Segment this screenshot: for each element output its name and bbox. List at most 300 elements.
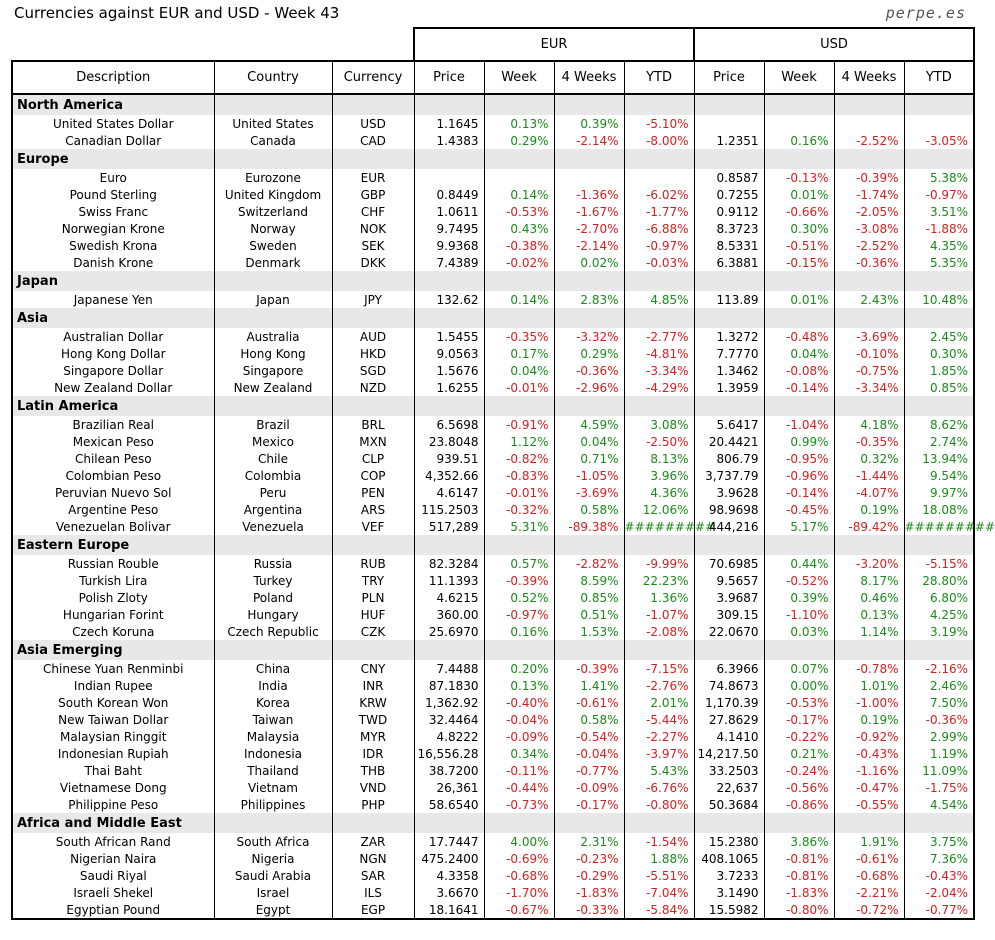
section-title: Asia xyxy=(12,308,214,328)
section-spacer-cell xyxy=(904,308,974,328)
table-cell: 0.16% xyxy=(484,623,554,640)
table-cell: -0.04% xyxy=(484,711,554,728)
table-cell: 1.6255 xyxy=(414,379,484,396)
table-row xyxy=(12,660,974,677)
section-spacer-cell xyxy=(834,308,904,328)
section-spacer-cell xyxy=(332,640,414,660)
table-cell: 8.5331 xyxy=(694,237,764,254)
table-cell: 0.04% xyxy=(554,433,624,450)
table-cell: -1.74% xyxy=(834,186,904,203)
table-cell: 132.62 xyxy=(414,291,484,308)
table-cell: -2.05% xyxy=(834,203,904,220)
table-cell: -6.88% xyxy=(624,220,694,237)
table-cell: -0.08% xyxy=(764,362,834,379)
table-cell: -1.70% xyxy=(484,884,554,901)
table-cell: 0.34% xyxy=(484,745,554,762)
table-cell: -2.76% xyxy=(624,677,694,694)
table-row xyxy=(12,291,974,308)
table-cell: -2.16% xyxy=(904,660,974,677)
table-cell: Philippines xyxy=(214,796,332,813)
table-row xyxy=(12,711,974,728)
section-spacer-cell xyxy=(834,396,904,416)
table-cell: Hungary xyxy=(214,606,332,623)
section-header-row xyxy=(12,396,974,416)
site-watermark: perpe.es xyxy=(885,4,966,22)
table-cell: Venezuela xyxy=(214,518,332,535)
table-cell: 32.4464 xyxy=(414,711,484,728)
table-cell: Colombia xyxy=(214,467,332,484)
section-spacer-cell xyxy=(834,535,904,555)
table-cell: 6.3966 xyxy=(694,660,764,677)
table-cell: -0.44% xyxy=(484,779,554,796)
table-cell: 0.57% xyxy=(484,555,554,572)
table-cell: ARS xyxy=(332,501,414,518)
table-cell: BRL xyxy=(332,416,414,433)
table-cell: -3.32% xyxy=(554,328,624,345)
table-cell: ######### xyxy=(624,519,716,534)
table-cell: 23.8048 xyxy=(414,433,484,450)
section-spacer-cell xyxy=(214,813,332,833)
table-cell: Swedish Krona xyxy=(12,237,214,254)
table-cell: NZD xyxy=(332,379,414,396)
table-cell: 4,352.66 xyxy=(414,467,484,484)
table-cell: 8.17% xyxy=(834,572,904,589)
table-row xyxy=(12,623,974,640)
section-spacer-cell xyxy=(484,640,554,660)
table-cell: 0.29% xyxy=(554,345,624,362)
table-cell: -2.27% xyxy=(624,728,694,745)
table-cell: Indonesia xyxy=(214,745,332,762)
section-spacer-cell xyxy=(484,535,554,555)
table-cell: South African Rand xyxy=(12,833,214,850)
table-cell: 82.3284 xyxy=(414,555,484,572)
table-cell: United Kingdom xyxy=(214,186,332,203)
table-cell: 0.39% xyxy=(554,115,624,132)
table-cell: Turkey xyxy=(214,572,332,589)
table-cell: Mexico xyxy=(214,433,332,450)
section-spacer-cell xyxy=(414,396,484,416)
table-row xyxy=(12,884,974,901)
table-cell: -0.56% xyxy=(764,779,834,796)
table-cell: 14,217.50 xyxy=(694,745,764,762)
table-cell: 9.97% xyxy=(904,484,974,501)
table-cell: Israel xyxy=(214,884,332,901)
table-cell: JPY xyxy=(332,291,414,308)
table-cell: -0.35% xyxy=(484,328,554,345)
table-cell: Colombian Peso xyxy=(12,467,214,484)
table-cell: 1.1645 xyxy=(414,115,484,132)
column-header-row xyxy=(12,61,974,94)
column-header: Week xyxy=(484,61,554,94)
table-row xyxy=(12,833,974,850)
table-cell: -0.43% xyxy=(904,867,974,884)
table-cell: 0.71% xyxy=(554,450,624,467)
section-spacer-cell xyxy=(484,94,554,115)
table-cell: 4.59% xyxy=(554,416,624,433)
section-spacer-cell xyxy=(624,149,694,169)
section-spacer-cell xyxy=(764,94,834,115)
table-cell: 26,361 xyxy=(414,779,484,796)
table-cell: -0.75% xyxy=(834,362,904,379)
table-cell: 1,362.92 xyxy=(414,694,484,711)
table-cell: -2.52% xyxy=(834,132,904,149)
table-cell: Hong Kong xyxy=(214,345,332,362)
page-title: Currencies against EUR and USD - Week 43 xyxy=(14,4,340,22)
table-cell: -0.97% xyxy=(624,237,694,254)
table-cell: -0.61% xyxy=(834,850,904,867)
table-cell: 3.08% xyxy=(624,416,694,433)
table-cell: -4.29% xyxy=(624,379,694,396)
table-cell: 3.75% xyxy=(904,833,974,850)
section-title: Eastern Europe xyxy=(12,535,214,555)
section-spacer-cell xyxy=(834,94,904,115)
table-cell: 2.43% xyxy=(834,291,904,308)
section-spacer-cell xyxy=(332,813,414,833)
table-row xyxy=(12,694,974,711)
table-cell: EGP xyxy=(332,901,414,919)
table-cell: ######### xyxy=(904,519,995,534)
table-cell: Russian Rouble xyxy=(12,555,214,572)
table-cell: 74.8673 xyxy=(694,677,764,694)
table-cell: 3,737.79 xyxy=(694,467,764,484)
section-spacer-cell xyxy=(904,396,974,416)
table-cell: 4.18% xyxy=(834,416,904,433)
table-cell: 1.5676 xyxy=(414,362,484,379)
table-cell: 1.53% xyxy=(554,623,624,640)
table-cell: Norway xyxy=(214,220,332,237)
table-cell: Hong Kong Dollar xyxy=(12,345,214,362)
table-cell xyxy=(764,115,834,132)
table-cell: New Zealand Dollar xyxy=(12,379,214,396)
table-cell: 0.19% xyxy=(834,711,904,728)
table-cell: 475.2400 xyxy=(414,850,484,867)
table-cell: -0.11% xyxy=(484,762,554,779)
table-cell: -0.86% xyxy=(764,796,834,813)
table-cell: 0.13% xyxy=(834,606,904,623)
table-row xyxy=(12,362,974,379)
table-cell: Thai Baht xyxy=(12,762,214,779)
table-cell: 6.80% xyxy=(904,589,974,606)
column-header: Description xyxy=(12,61,214,94)
table-cell: -0.10% xyxy=(834,345,904,362)
table-cell: Euro xyxy=(12,169,214,186)
group-spacer xyxy=(12,28,414,61)
table-cell: -4.07% xyxy=(834,484,904,501)
section-spacer-cell xyxy=(834,640,904,660)
table-row xyxy=(12,677,974,694)
table-cell: CAD xyxy=(332,132,414,149)
table-cell: 0.46% xyxy=(834,589,904,606)
table-cell: Egypt xyxy=(214,901,332,919)
table-cell: HKD xyxy=(332,345,414,362)
table-cell: -0.36% xyxy=(834,254,904,271)
table-cell: 0.04% xyxy=(484,362,554,379)
table-cell: 7.7770 xyxy=(694,345,764,362)
table-cell: 18.1641 xyxy=(414,901,484,919)
table-cell: -0.40% xyxy=(484,694,554,711)
table-cell: THB xyxy=(332,762,414,779)
section-spacer-cell xyxy=(764,813,834,833)
table-cell: 4.35% xyxy=(904,237,974,254)
table-cell: -3.08% xyxy=(834,220,904,237)
table-cell: 0.85% xyxy=(554,589,624,606)
table-cell: Norwegian Krone xyxy=(12,220,214,237)
table-cell: 98.9698 xyxy=(694,501,764,518)
column-header: Week xyxy=(764,61,834,94)
table-row xyxy=(12,850,974,867)
table-cell: -2.50% xyxy=(624,433,694,450)
table-cell: -0.32% xyxy=(484,501,554,518)
table-row xyxy=(12,379,974,396)
table-cell: -3.20% xyxy=(834,555,904,572)
table-cell: -0.45% xyxy=(764,501,834,518)
currency-table xyxy=(11,27,995,920)
table-cell: 3.9687 xyxy=(694,589,764,606)
table-cell: -0.69% xyxy=(484,850,554,867)
table-cell: RUB xyxy=(332,555,414,572)
table-cell: Indonesian Rupiah xyxy=(12,745,214,762)
table-cell: Egyptian Pound xyxy=(12,901,214,919)
table-cell: -0.43% xyxy=(834,745,904,762)
table-cell: -0.80% xyxy=(764,901,834,919)
section-spacer-cell xyxy=(694,396,764,416)
section-spacer-cell xyxy=(332,308,414,328)
table-cell: New Zealand xyxy=(214,379,332,396)
section-spacer-cell xyxy=(414,308,484,328)
section-spacer-cell xyxy=(694,640,764,660)
table-cell: 0.32% xyxy=(834,450,904,467)
table-cell: 1.14% xyxy=(834,623,904,640)
table-cell: 0.39% xyxy=(764,589,834,606)
table-row xyxy=(12,728,974,745)
section-spacer-cell xyxy=(214,94,332,115)
table-cell: 17.7447 xyxy=(414,833,484,850)
table-cell: 8.3723 xyxy=(694,220,764,237)
table-cell: -2.82% xyxy=(554,555,624,572)
table-cell: -0.81% xyxy=(764,867,834,884)
table-cell: 25.6970 xyxy=(414,623,484,640)
table-cell: MYR xyxy=(332,728,414,745)
table-cell: 1.01% xyxy=(834,677,904,694)
table-cell: 309.15 xyxy=(694,606,764,623)
table-cell: 0.19% xyxy=(834,501,904,518)
table-cell: KRW xyxy=(332,694,414,711)
table-cell: ZAR xyxy=(332,833,414,850)
section-header-row xyxy=(12,640,974,660)
table-cell: -0.53% xyxy=(484,203,554,220)
table-row xyxy=(12,484,974,501)
table-cell: Canadian Dollar xyxy=(12,132,214,149)
table-cell: -8.00% xyxy=(624,132,694,149)
table-cell: 2.31% xyxy=(554,833,624,850)
table-cell: 3.9628 xyxy=(694,484,764,501)
section-spacer-cell xyxy=(904,535,974,555)
table-cell: 408.1065 xyxy=(694,850,764,867)
table-cell: 4.3358 xyxy=(414,867,484,884)
table-cell: 2.46% xyxy=(904,677,974,694)
table-cell: CHF xyxy=(332,203,414,220)
table-cell: Malaysia xyxy=(214,728,332,745)
table-cell: Poland xyxy=(214,589,332,606)
section-spacer-cell xyxy=(624,94,694,115)
section-spacer-cell xyxy=(624,271,694,291)
table-row xyxy=(12,518,974,535)
table-cell: -1.04% xyxy=(764,416,834,433)
table-cell: -0.04% xyxy=(554,745,624,762)
table-cell: -0.68% xyxy=(484,867,554,884)
table-cell: 0.85% xyxy=(904,379,974,396)
table-cell: 10.48% xyxy=(904,291,974,308)
section-spacer-cell xyxy=(624,396,694,416)
table-cell: -0.36% xyxy=(904,711,974,728)
table-cell: DKK xyxy=(332,254,414,271)
table-row xyxy=(12,901,974,919)
table-cell: 1.12% xyxy=(484,433,554,450)
table-cell: 9.7495 xyxy=(414,220,484,237)
table-cell: -2.08% xyxy=(624,623,694,640)
table-cell: -0.09% xyxy=(554,779,624,796)
table-cell: Taiwan xyxy=(214,711,332,728)
table-cell: 4.8222 xyxy=(414,728,484,745)
table-cell: 113.89 xyxy=(694,291,764,308)
table-cell: SAR xyxy=(332,867,414,884)
table-cell: 4.6215 xyxy=(414,589,484,606)
table-cell: 22.23% xyxy=(624,572,694,589)
table-cell: 0.8587 xyxy=(694,169,764,186)
table-cell: Swiss Franc xyxy=(12,203,214,220)
table-cell: 115.2503 xyxy=(414,501,484,518)
table-cell: 9.9368 xyxy=(414,237,484,254)
table-cell: 18.08% xyxy=(904,501,974,518)
table-cell: 0.01% xyxy=(764,186,834,203)
table-cell: -0.82% xyxy=(484,450,554,467)
table-cell: -0.03% xyxy=(624,254,694,271)
table-cell: -2.77% xyxy=(624,328,694,345)
table-cell: 3.1490 xyxy=(694,884,764,901)
table-cell: -0.51% xyxy=(764,237,834,254)
table-cell: 0.13% xyxy=(484,677,554,694)
section-spacer-cell xyxy=(764,149,834,169)
table-cell: 6.3881 xyxy=(694,254,764,271)
table-cell: 1.3959 xyxy=(694,379,764,396)
table-cell: 11.1393 xyxy=(414,572,484,589)
table-cell: Nigeria xyxy=(214,850,332,867)
table-cell: -0.39% xyxy=(484,572,554,589)
table-cell: 517,289 xyxy=(414,518,484,535)
table-cell: SGD xyxy=(332,362,414,379)
table-cell: 5.31% xyxy=(484,518,554,535)
section-spacer-cell xyxy=(554,149,624,169)
table-cell: VND xyxy=(332,779,414,796)
table-cell: -0.61% xyxy=(554,694,624,711)
section-spacer-cell xyxy=(694,94,764,115)
table-cell: -5.10% xyxy=(624,115,694,132)
table-cell: -1.88% xyxy=(904,220,974,237)
section-header-row xyxy=(12,271,974,291)
table-cell: 0.30% xyxy=(764,220,834,237)
table-cell: -0.17% xyxy=(764,711,834,728)
section-spacer-cell xyxy=(624,535,694,555)
table-cell: Argentine Peso xyxy=(12,501,214,518)
table-cell xyxy=(414,169,484,186)
table-cell: -1.05% xyxy=(554,467,624,484)
section-header-row xyxy=(12,813,974,833)
table-cell: -3.34% xyxy=(624,362,694,379)
table-cell: -0.02% xyxy=(484,254,554,271)
column-header: Price xyxy=(414,61,484,94)
table-cell: TRY xyxy=(332,572,414,589)
table-cell: 1.3462 xyxy=(694,362,764,379)
table-cell: 1.4383 xyxy=(414,132,484,149)
table-row xyxy=(12,169,974,186)
table-cell: 11.09% xyxy=(904,762,974,779)
table-cell: -0.54% xyxy=(554,728,624,745)
table-cell: 8.13% xyxy=(624,450,694,467)
table-cell: 5.38% xyxy=(904,169,974,186)
table-cell: 0.01% xyxy=(764,291,834,308)
table-cell: ILS xyxy=(332,884,414,901)
table-cell: 6.5698 xyxy=(414,416,484,433)
section-spacer-cell xyxy=(764,308,834,328)
column-header: 4 Weeks xyxy=(834,61,904,94)
section-spacer-cell xyxy=(904,640,974,660)
table-cell: Singapore xyxy=(214,362,332,379)
table-cell: NGN xyxy=(332,850,414,867)
table-row xyxy=(12,467,974,484)
table-cell: -89.38% xyxy=(554,518,624,535)
section-spacer-cell xyxy=(332,271,414,291)
table-cell: Australian Dollar xyxy=(12,328,214,345)
table-cell: 0.8449 xyxy=(414,186,484,203)
table-cell: SEK xyxy=(332,237,414,254)
section-spacer-cell xyxy=(904,813,974,833)
table-cell: IDR xyxy=(332,745,414,762)
table-cell: 4.85% xyxy=(624,291,694,308)
table-cell: -0.09% xyxy=(484,728,554,745)
table-row xyxy=(12,186,974,203)
table-cell: 4.1410 xyxy=(694,728,764,745)
section-title: North America xyxy=(12,94,214,115)
table-cell: 38.7200 xyxy=(414,762,484,779)
table-cell: 0.07% xyxy=(764,660,834,677)
table-cell: 9.5657 xyxy=(694,572,764,589)
table-cell: 2.99% xyxy=(904,728,974,745)
table-cell: -1.83% xyxy=(764,884,834,901)
table-cell: Sweden xyxy=(214,237,332,254)
table-cell: -0.77% xyxy=(904,901,974,919)
table-cell: -4.81% xyxy=(624,345,694,362)
table-cell: -2.14% xyxy=(554,237,624,254)
table-cell: 4.36% xyxy=(624,484,694,501)
table-cell: Indian Rupee xyxy=(12,677,214,694)
table-cell: 15.2380 xyxy=(694,833,764,850)
table-cell: TWD xyxy=(332,711,414,728)
table-cell: New Taiwan Dollar xyxy=(12,711,214,728)
table-cell: HUF xyxy=(332,606,414,623)
column-header: 4 Weeks xyxy=(554,61,624,94)
table-cell: 22.0670 xyxy=(694,623,764,640)
section-title: Africa and Middle East xyxy=(12,813,214,833)
group-header-usd: USD xyxy=(694,28,974,61)
table-cell: 12.06% xyxy=(624,501,694,518)
section-spacer-cell xyxy=(624,813,694,833)
table-cell: EUR xyxy=(332,169,414,186)
section-header-row xyxy=(12,308,974,328)
table-cell: Malaysian Ringgit xyxy=(12,728,214,745)
section-spacer-cell xyxy=(694,271,764,291)
table-cell: -0.14% xyxy=(764,484,834,501)
section-spacer-cell xyxy=(214,396,332,416)
